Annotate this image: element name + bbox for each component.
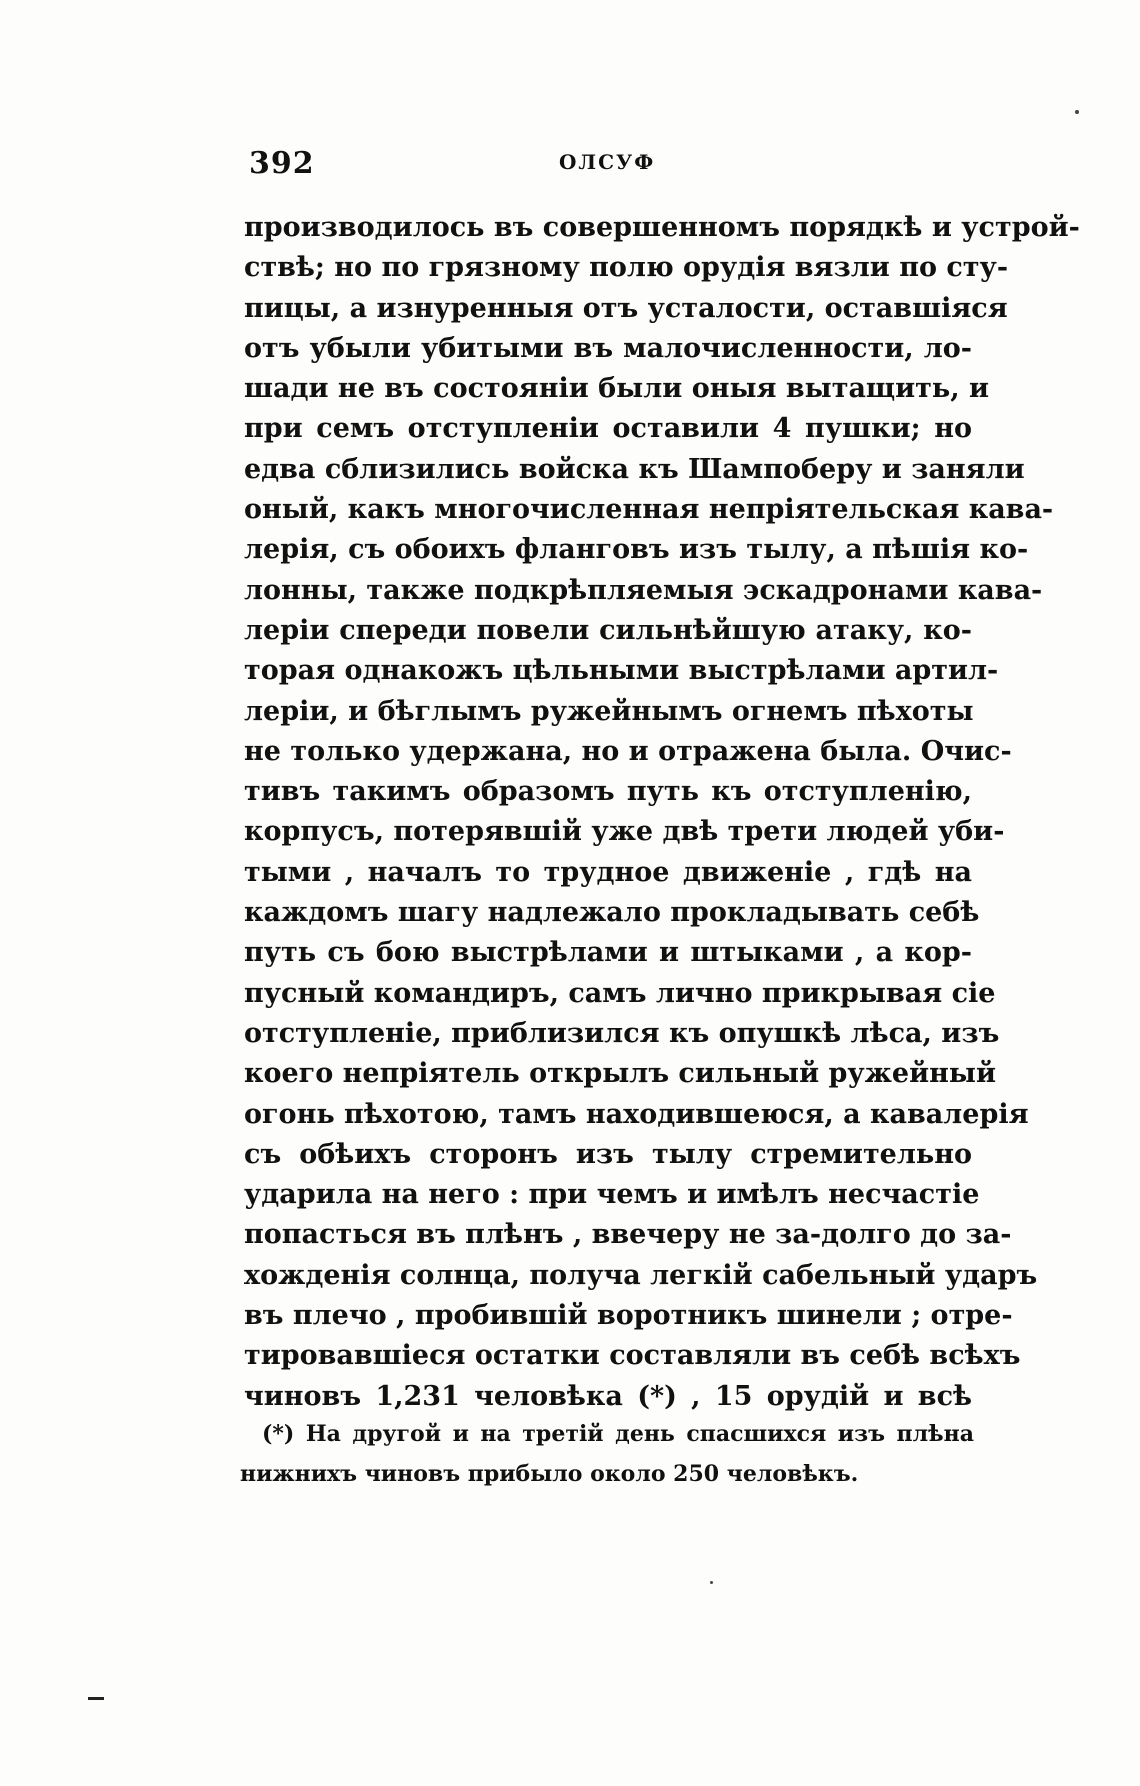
text-line: лерiи, и бѣглымъ ружейнымъ огнемъ пѣхоты: [244, 695, 974, 727]
text-line: корпусъ, потерявшій уже двѣ трети людей уби-: [244, 816, 1005, 848]
text-line: пусный командиръ, самъ лично прикрывая сіе: [244, 977, 996, 1009]
scan-speck: [1075, 110, 1079, 114]
text-line: чиновъ 1,231 человѣка (*) , 15 орудій и всѣ: [244, 1380, 972, 1412]
text-line: при семъ отступленіи оставили 4 пушки; но: [244, 413, 972, 445]
text-line: лерія, съ обоихъ фланговъ изъ тылу, а пѣшія ко-: [244, 534, 1029, 566]
running-head: ОЛСУФ: [559, 150, 656, 174]
footnote: [240, 1414, 974, 1494]
body-text: [244, 208, 1080, 1417]
footnote-line: нижнихъ чиновъ прибыло около 250 человѣкъ.: [240, 1461, 859, 1487]
text-line: шади не въ состояніи были оныя вытащить, и: [244, 373, 990, 405]
text-line: едва сблизились войска къ Шампоберу и заняли: [244, 453, 1025, 485]
text-line: торая однакожъ цѣльными выстрѣлами артил-: [244, 655, 999, 687]
text-line: попасться въ плѣнъ , ввечеру не за-долго до за-: [244, 1219, 1012, 1251]
text-line: путь съ бою выстрѣлами и штыками , а кор-: [244, 937, 972, 969]
text-line: производилось въ совершенномъ порядкѣ и устрой-: [244, 212, 1080, 243]
text-line: каждомъ шагу надлежало прокладывать себѣ: [244, 897, 980, 929]
text-line: отъ убыли убитыми въ малочисленности, ло-: [244, 332, 972, 364]
text-line: ударила на него : при чемъ и имѣлъ несчастіе: [244, 1179, 980, 1211]
text-line: лонны, также подкрѣпляемыя эскадронами кава-: [244, 574, 1043, 606]
page-number: 392: [249, 146, 315, 181]
text-line: въ плечо , пробившій воротникъ шинели ; отре-: [244, 1300, 1013, 1332]
text-line: тировавшіеся остатки составляли въ себѣ всѣхъ: [244, 1340, 1021, 1372]
text-line: не только удержана, но и отражена была. Очис-: [244, 735, 1012, 767]
text-line: ствѣ; но по грязному полю орудія вязли по сту-: [244, 252, 1009, 284]
text-line: лерiи спереди повели сильнѣйшую атаку, ко-: [244, 614, 972, 646]
text-line: хожденія солнца, получа легкій сабельный ударъ: [244, 1259, 1038, 1291]
footnote-line: (*) На другой и на третій день спасшихся изъ плѣна: [262, 1421, 974, 1447]
text-line: отступленіе, приблизился къ опушкѣ лѣса, изъ: [244, 1017, 1000, 1049]
scan-mark: [88, 1697, 104, 1700]
page-header: [249, 146, 974, 196]
scan-speck: [710, 1581, 713, 1584]
text-line: оный, какъ многочисленная непріятельская кава-: [244, 494, 1054, 526]
text-line: коего непріятель открылъ сильный ружейный: [244, 1058, 996, 1090]
text-line: тивъ такимъ образомъ путь къ отступленію,: [244, 776, 972, 808]
text-line: огонь пѣхотою, тамъ находившеюся, а кавалерія: [244, 1098, 1029, 1130]
text-line: тыми , началъ то трудное движеніе , гдѣ на: [244, 856, 972, 888]
text-line: съ обѣихъ сторонъ изъ тылу стремительно: [244, 1138, 972, 1170]
text-line: пицы, а изнуренныя отъ усталости, оставшіяся: [244, 292, 1008, 324]
